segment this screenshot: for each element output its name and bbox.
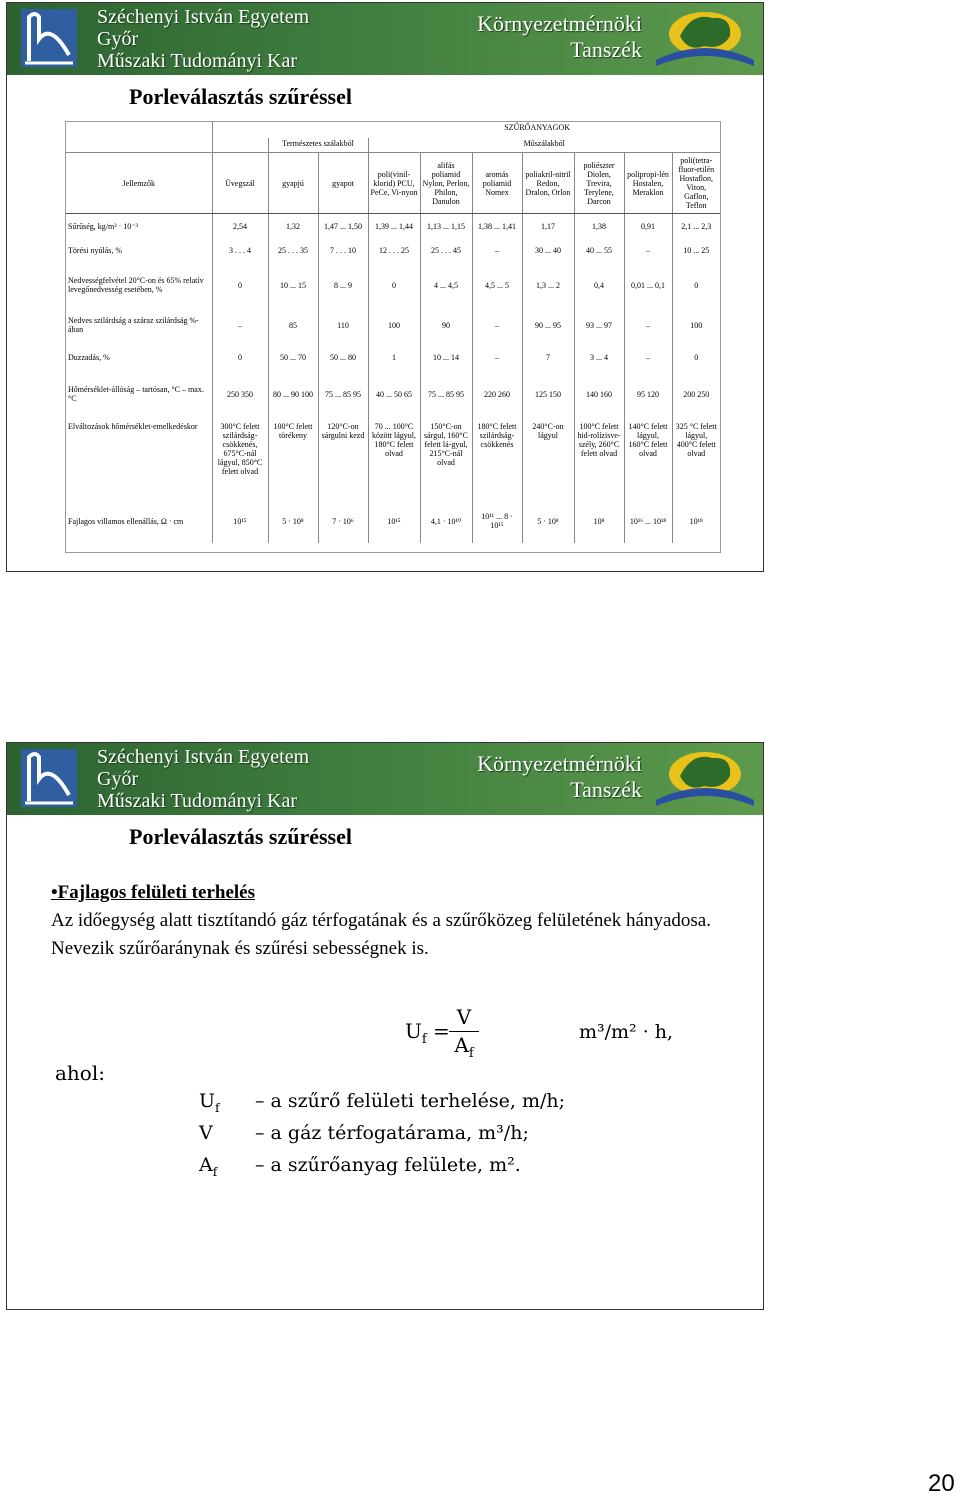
- table-row: Nedvességfelvétel 20°C-on és 65% relatív levegőnedvesség esetében, % 0 10 ... 15 8 ... 9 0 4 ... 4,5 4,5 ... 5 1,3 ... 2 0,4 0,01 ... 0,1 0: [66, 262, 720, 308]
- column-header: poli(tetra-fluor-etilén Hostaflon, Viton, Gaflon, Teflon: [672, 153, 720, 214]
- formula-fraction: [449, 1005, 479, 1061]
- slide-header: [7, 3, 763, 75]
- table-head-materials: SZŰRŐANYAGOK: [212, 122, 720, 138]
- university-name: Széchenyi István Egyetem Győr Műszaki Tudományi Kar: [97, 6, 310, 72]
- formula-denominator-sub: f: [468, 1046, 474, 1061]
- symbol-legend: [199, 1089, 565, 1184]
- table-row: Elváltozások hőmérséklet-emelkedéskor 300°C felett szilárdság-csökkenés, 675°C-nál lágyul, 850°C felett olvad 100°C felett törékeny 120°C-on sárgulni kezd 70 ... 100°C között lágyul, 180°C felett olvad 150°C-on sárgul, 160°C felett lá-gyul, 215°C-nál olvad 180°C felett szilárdság-csökkenés 240°C-on lágyul 100°C felett hid-rolízisve-szély, 260°C felett olvad 140°C felett lágyul, 160°C felett olvad 325 °C felett lágyul, 400°C felett olvad: [66, 416, 720, 499]
- legend-row: V – a gáz térfogatárama, m³/h;: [199, 1121, 529, 1144]
- page-number: 20: [928, 1470, 955, 1497]
- column-header: poliakril-nitril Redon, Dralon, Orlon: [522, 153, 574, 214]
- column-header: aromás poliamid Nomex: [472, 153, 522, 214]
- alias-text: Nevezik szűrőaránynak és szűrési sebességnek is.: [51, 938, 429, 959]
- bullet-heading: •Fajlagos felületi terhelés: [51, 882, 255, 903]
- formula-lhs: U: [405, 1019, 422, 1043]
- slide-title: Porleválasztás szűréssel: [129, 824, 352, 849]
- table-row: Fajlagos villamos ellenállás, Ω · cm 10¹⁵ 5 · 10⁸ 7 · 10⁶ 10¹⁵ 4,1 · 10¹⁰ 10¹¹ ... 8 · 10¹⁵ 5 · 10⁸ 10⁸ 10¹⁶ ... 10¹⁸ 10¹⁸: [66, 499, 720, 543]
- column-header: polipropi-lén Hostalen, Meraklon: [624, 153, 672, 214]
- table-row: Nedves szilárdság a száraz szilárdság %-ában – 85 110 100 90 – 90 ... 95 93 ... 97 – 100: [66, 308, 720, 342]
- slide-title: Porleválasztás szűréssel: [129, 84, 352, 109]
- column-header: Üvegszál: [212, 153, 268, 214]
- department-name: Környezetmérnöki Tanszék: [477, 11, 642, 62]
- table-row: Törési nyúlás, % 3 . . . 4 25 . . . 35 7 . . . 10 12 . . . 25 25 . . . 45 – 30 ... 40 40 ... 55 – 10 ... 25: [66, 238, 720, 262]
- formula-lhs-sub: f: [421, 1032, 427, 1047]
- column-header: gyapjú: [268, 153, 318, 214]
- department-name: Környezetmérnöki Tanszék: [477, 751, 642, 802]
- column-header: alifás poliamid Nylon, Perlon, Philon, Danulon: [420, 153, 472, 214]
- slide-header: [7, 743, 763, 815]
- slide-body: [51, 881, 751, 961]
- legend-row: $U_f$ – a szűrő felületi terhelése, m/h;: [199, 1090, 566, 1115]
- department-logo-icon: [652, 746, 758, 812]
- column-header: gyapot: [318, 153, 368, 214]
- university-name: Széchenyi István Egyetem Győr Műszaki Tudományi Kar: [97, 746, 310, 812]
- table-row: Hőmérséklet-állóság – tartósan, °C – max. °C 250 350 80 ... 90 100 75 ... 85 95 40 ... 50 65 75 ... 85 95 220 260 125 150 140 160 95 120 200 250: [66, 372, 720, 416]
- where-label: ahol:: [55, 1061, 105, 1085]
- department-logo-icon: [652, 6, 758, 72]
- table-row: Sűrűség, kg/m³ · 10⁻³ 2,54 1,32 1,47 ... 1,50 1,39 ... 1,44 1,13 ... 1,15 1,38 ... 1,41 1,17 1,38 0,91 2,1 ... 2,3: [66, 214, 720, 239]
- column-header: poliészter Diolen, Trevira, Terylene, Darcon: [574, 153, 624, 214]
- slide-2: [6, 742, 764, 1310]
- formula-units: m³/m² · h,: [579, 1021, 674, 1043]
- formula-equals: =: [426, 1019, 450, 1043]
- column-header: poli(vinil-klorid) PCU, PeCe, Vi-nyon: [368, 153, 420, 214]
- university-logo-icon: [21, 749, 77, 807]
- formula-numerator: V: [449, 1005, 479, 1032]
- filter-materials-table: [65, 121, 721, 553]
- definition-text: Az időegység alatt tisztítandó gáz térfogatának és a szűrőközeg felületének hányadosa.: [51, 910, 711, 931]
- table-head-natural: Természetes szálakból: [268, 138, 368, 153]
- table-head-features: Jellemzők: [66, 153, 212, 214]
- university-logo-icon: [21, 9, 77, 67]
- slide-1: [6, 2, 764, 572]
- formula-denominator: A: [454, 1033, 469, 1057]
- legend-row: $A_f$ – a szűrőanyag felülete, m².: [199, 1153, 521, 1179]
- table-head-synthetic: Műszálakból: [368, 138, 720, 153]
- table-row: Duzzadás, % 0 50 ... 70 50 ... 80 1 10 ... 14 – 7 3 ... 4 – 0: [66, 342, 720, 372]
